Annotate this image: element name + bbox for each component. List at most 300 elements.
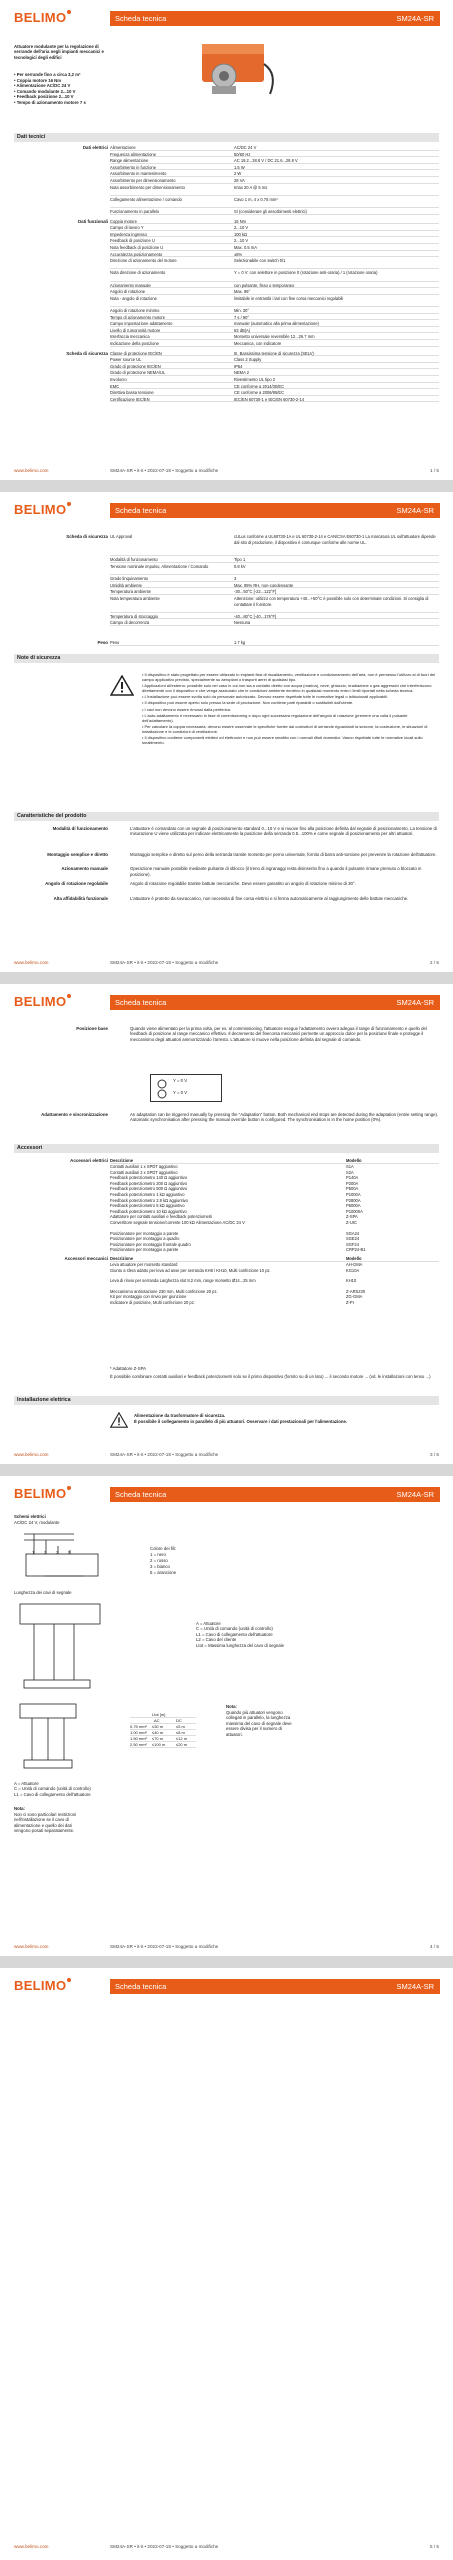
- tech-row: [110, 296, 439, 307]
- row-key: Classe di protezione IEC/EN: [110, 350, 162, 356]
- row-value: 28 VA: [234, 178, 245, 183]
- belimo-logo: BELIMO: [14, 10, 71, 25]
- acc-row: [110, 1278, 439, 1288]
- row-value: 63 dB(A): [234, 327, 251, 333]
- acc-desc: Feedback potenziometro 140 Ω aggiuntivo: [110, 1175, 188, 1181]
- row-value: cULus conforme a UL60730-1A e UL 60730-2-14 e CAN/CSA E60730-1 La marcatura UL sull'attuatore dipende dal sito di produzione, il dispositivo è comunque conforme alle norme UL.: [234, 534, 436, 545]
- row-key: Impedenza ingresso: [110, 231, 147, 237]
- acc-row: [110, 1214, 439, 1219]
- row-value: Tipo 1: [234, 557, 246, 563]
- tech-row: [110, 238, 439, 244]
- tech-row: [110, 252, 439, 258]
- row-value: 1.5 W: [234, 164, 245, 170]
- doc-title: Scheda tecnica: [115, 14, 167, 23]
- bullet-item: • Alimentazione AC/DC 24 V: [14, 83, 71, 89]
- group-label: Dati elettrici: [82, 145, 108, 150]
- acc-note-marker: * Adattatore Z-SPA: [110, 1366, 146, 1371]
- acc-row: [110, 1289, 439, 1294]
- acc-row: [110, 1236, 439, 1241]
- feature-text: L'attuatore è protetto da sovraccarico, non necessita di fine corsa elettrici e si ferma automaticamente al raggiungimento delle battute meccaniche.: [130, 896, 409, 901]
- row-key: Involucro: [110, 377, 127, 382]
- row-value: IP54: [234, 363, 243, 369]
- row-value: CE conforme a 2014/30/EC: [234, 383, 285, 389]
- acc-desc: Posizionatore per montaggio a parete: [110, 1247, 179, 1253]
- group-label: Dati funzionali: [77, 218, 108, 224]
- wire-color: 2 = rosso: [150, 1558, 168, 1563]
- acc-row: [110, 1262, 439, 1267]
- row-value: Max. 95% RH, non-condensante: [234, 582, 294, 588]
- row-key: Certificazione IEC/EN: [110, 396, 150, 402]
- tech-row: [110, 534, 439, 556]
- acc-desc: Posizionatore per montaggio a quadro: [110, 1236, 180, 1242]
- row-key: Nota assorbimento per dimensionamento: [110, 184, 185, 190]
- wire-1: 1: [32, 1550, 35, 1555]
- acc-row: [110, 1192, 439, 1197]
- bullet-item: • Per serrande fino a circa 3,2 m²: [14, 72, 81, 77]
- tech-row: [110, 328, 439, 334]
- row-key: UL Approval: [110, 534, 133, 539]
- page-1: [0, 0, 453, 480]
- row-key: Campo impostazione adattamento: [110, 321, 173, 327]
- acc-model: SGA24: [346, 1230, 360, 1236]
- acc-header: [110, 1158, 439, 1164]
- tech-row: [110, 232, 439, 238]
- row-value: Imax 20 A @ 5 ms: [234, 184, 268, 190]
- acc-row: [110, 1300, 439, 1305]
- tech-row: [110, 576, 439, 582]
- tech-row: [110, 377, 439, 383]
- cable-section: 2.50 mm²: [130, 1742, 147, 1747]
- tech-row: [110, 341, 439, 347]
- row-value: AC/DC 24 V: [234, 145, 257, 150]
- row-key: Tensione nominale impulso, Alimentazione / Comando: [110, 564, 209, 569]
- cable-section: 0.75 mm²: [130, 1724, 147, 1729]
- page-2: [0, 492, 453, 972]
- row-key: Grado di protezione NEMA/UL: [110, 370, 166, 376]
- acc-desc: Posizionatore per montaggio a parete: [110, 1230, 179, 1236]
- tech-row: [110, 620, 439, 626]
- acc-model: CRP24-B1: [346, 1247, 366, 1253]
- wire-color: 3 = bianco: [150, 1564, 170, 1569]
- acc-desc: Contatti ausiliari 1 x SPDT aggiuntivo: [110, 1164, 178, 1169]
- title-bar: Scheda tecnica SM24A-SR: [110, 995, 440, 1010]
- tech-row: [110, 321, 439, 327]
- section-installation: Installazione elettrica: [14, 1396, 439, 1405]
- acc-row: [110, 1164, 439, 1169]
- acc-model: Z-ARS230: [346, 1288, 366, 1294]
- footer-url[interactable]: www.belimo.com: [14, 468, 49, 473]
- acc-group-label: Accessori elettrici: [70, 1158, 108, 1163]
- row-key: Campo di lavoro Y: [110, 225, 144, 231]
- safety-item: • I cavi non devono essere rimossi dalla periferica.: [142, 706, 231, 712]
- row-value: 2...10 V: [234, 238, 249, 244]
- feature-label: Alta affidabilità funzionale: [53, 896, 108, 901]
- tech-row: [110, 283, 439, 289]
- acc-row: [110, 1294, 439, 1299]
- row-value: Sì (considerare gli assorbimenti elettrici): [234, 209, 307, 214]
- acc-model: SGF24: [346, 1241, 359, 1247]
- acc-row: [110, 1268, 439, 1278]
- cable-diagram-2: [14, 1700, 124, 1770]
- row-value: 3: [234, 576, 237, 582]
- row-value: Nessuna: [234, 620, 251, 626]
- wire-5: 5: [68, 1550, 71, 1555]
- acc-model: Z-SPA: [346, 1214, 358, 1220]
- feature-label: Montaggio semplice e diretto: [47, 851, 108, 857]
- row-key: Funzionamento in parallelo: [110, 209, 160, 214]
- wire-colors-title: Colore dei fili:: [150, 1546, 177, 1551]
- group-label: Scheda di sicurezza: [66, 350, 108, 356]
- feature-text: Operazione manuale possibile mediante pulsante di sblocco (il treno di ingranaggi resta disinserito fino a quando il pulsante rimane premuto o bloccato in posizione).: [130, 866, 422, 877]
- row-key: Nota - angolo di rotazione: [110, 295, 157, 301]
- row-value: Class 2 Supply: [234, 357, 262, 363]
- row-key: Grado di protezione IEC/EN: [110, 363, 161, 369]
- safety-item: • Il dispositivo contiene componenti elettrici ed elettronici e non può essere smaltito con i normali rifiuti domestici. Vanno rispettate tutte le normative locali sullo smaltimento.: [142, 735, 423, 746]
- row-value: 7 s / 90°: [234, 314, 250, 320]
- acc-model: KG10A: [346, 1267, 360, 1273]
- doc-model: SM24A-SR: [396, 14, 434, 23]
- cable-ac: ≤70 m: [152, 1736, 164, 1741]
- tech-row: [110, 351, 439, 357]
- acc-desc: Feedback potenziometro 500 Ω aggiuntivo: [110, 1186, 188, 1192]
- acc-model: ZG-GMA: [346, 1294, 363, 1300]
- row-key: Feedback di posizione U: [110, 238, 155, 244]
- tech-row: [110, 219, 439, 225]
- acc-desc: Feedback potenziometro 1 kΩ aggiuntivo: [110, 1192, 185, 1197]
- row-value: Min. 30°: [234, 308, 250, 313]
- section-accessories: Accessori: [14, 1144, 439, 1153]
- feature-label: Modalità di funzionamento: [52, 826, 108, 831]
- row-key: Direttiva bassa tensione: [110, 390, 154, 396]
- note2-text: Non ci sono particolari restrizioni nell'installazione se il cavo di alimentazione e quello dei dati vengono posati separatamente.: [14, 1812, 77, 1834]
- acc-row: [110, 1231, 439, 1236]
- tech-row: [110, 225, 439, 231]
- cable-dc: ≤5 m: [176, 1724, 185, 1729]
- cable-section: 1.50 mm²: [130, 1736, 147, 1741]
- tech-row: [110, 589, 439, 595]
- acc-model: AH-GMA: [346, 1262, 363, 1267]
- tech-row: [110, 308, 439, 314]
- acc-group-label: Accessori meccanici: [64, 1256, 108, 1261]
- bullet-item: • Coppia motore 16 Nm: [14, 77, 62, 83]
- wire-color: 1 = nero: [150, 1552, 166, 1557]
- acc-model: P2800A: [346, 1197, 361, 1203]
- row-key: Frequenza alimentazione: [110, 151, 156, 157]
- row-value: Max. 0.5 mA: [234, 245, 257, 250]
- tech-row: [110, 557, 439, 563]
- safety-item: • Il dispositivo può essere aperto solo presso la sede di produzione. Non contiene parti riparabili o sostituibili dall'utente.: [142, 700, 354, 706]
- row-value: manuale (automatico alla prima alimentazione): [234, 321, 319, 327]
- row-value: limitabile in entrambi i lati con fine corsa meccanici regolabili: [234, 295, 344, 301]
- tech-row: [110, 357, 439, 363]
- row-key: Power source UL: [110, 357, 142, 363]
- tech-row: [110, 390, 439, 396]
- row-value: III, Bassissima tensione di sicurezza (SELV): [234, 350, 314, 356]
- safety-item: • L'installazione può essere svolta solo da personale autorizzato. Devono essere rispettate tutte le normative legali o istituzionali applicabili.: [142, 694, 389, 700]
- title-bar: Scheda tecnica SM24A-SR: [110, 1979, 440, 1994]
- acc-desc: Convertitore segnale tensione/corrente 100 kΩ Alimentazione AC/DC 24 V: [110, 1220, 245, 1225]
- row-value: NEMA 2: [234, 370, 250, 376]
- row-key: Direzione di azionamento del motore: [110, 258, 177, 264]
- page-footer: www.belimo.com SM24A-SR • it-it • 2022-07-18 • Soggetto a modifiche 4 / 5: [14, 1944, 439, 1949]
- acc-head-model: Modello: [346, 1158, 362, 1163]
- acc-desc: Feedback potenziometro 10 kΩ aggiuntivo: [110, 1208, 187, 1214]
- acc-row: [110, 1247, 439, 1252]
- acc-head-model: Modello: [346, 1256, 362, 1261]
- row-value: Rivestimento UL tipo 2: [234, 377, 276, 382]
- cable-ac: ≤40 m: [152, 1730, 164, 1735]
- safety-item: • L'auto-adattamento è necessario in fase di commissioning e dopo ogni successiva regolazione dell'angolo di rotazione (premere una volta il pulsante dell'adattamento).: [142, 712, 408, 723]
- page-number: 1 / 5: [430, 468, 439, 473]
- install-warning-title: Alimentazione da trasformatore di sicurezza.: [134, 1413, 226, 1418]
- cable-ac: ≤30 m: [152, 1724, 164, 1729]
- cable-ac: ≤100 m: [152, 1742, 166, 1747]
- acc-desc: Meccanismo antirotazione 230 mm, Multi confezione 20 pz.: [110, 1288, 218, 1294]
- cable-dc: ≤8 m: [176, 1730, 185, 1735]
- tech-row: [110, 270, 439, 281]
- row-key: Assorbimento per dimensionamento: [110, 178, 176, 183]
- row-value: Y = 0 V: con selettore in posizione 0 (rotazione anti-oraria) / 1 (rotazione oraria): [234, 270, 378, 276]
- tech-row: [110, 364, 439, 370]
- belimo-logo: BELIMO: [14, 502, 71, 517]
- acc-row: [110, 1170, 439, 1175]
- row-value: 100 kΩ: [234, 231, 248, 237]
- acc-model: Z-UIC: [346, 1220, 357, 1225]
- acc-row: [110, 1175, 439, 1180]
- tech-row: [110, 397, 439, 403]
- base-position-text: Quando viene alimentato per la prima volta, per es. al commissioning, l'attuatore esegue l'adattamento ovvero adegua il range di funzionamento e quello del feedback di posizione al range meccanico effettivo. Il decremento del finecorsa meccanici permette un approccio dolce per la posizione finale e protegge il meccanismo degli attuatori ammortizzando l'arresto. L'attuatore si muove nella posizione definita dal segnale di comando.: [130, 1026, 427, 1042]
- acc-model: P500A: [346, 1186, 359, 1192]
- row-key: Indicazione della posizione: [110, 341, 159, 346]
- row-key: Nota direzione di azionamento: [110, 270, 166, 276]
- tech-row: [110, 197, 439, 208]
- cable-diagram-1: [14, 1600, 154, 1690]
- row-value: Attenzione: utilizzo con temperatura +40...+50°C è possibile solo con determinate condizioni. Si consiglia di contattare il fornitore.: [234, 596, 429, 607]
- row-key: Umidità ambiente: [110, 582, 142, 588]
- row-key: Accuratezza posizionamento: [110, 251, 163, 257]
- tech-row: [110, 583, 439, 589]
- row-key: Nota feedback di posizione U: [110, 245, 164, 250]
- acc-head-desc: Descrizione: [110, 1256, 133, 1261]
- section-safety: Note di sicurezza: [14, 654, 439, 663]
- warning-icon: [110, 1412, 128, 1428]
- row-key: Temperatura di stoccaggio: [110, 613, 159, 619]
- row-value: 50/60 Hz: [234, 151, 251, 157]
- install-warning-text: È possibile il collegamento in parallelo di più attuatori. Osservare i dati prestazionali per l'alimentazione.: [134, 1419, 348, 1424]
- page-header: [14, 502, 439, 520]
- acc-row: [110, 1181, 439, 1186]
- intro-description: Attuatore modulante per la regolazione di serrande dell'aria negli impianti meccanici e tecnologici degli edifici: [14, 44, 104, 60]
- page-5: [0, 1968, 453, 2560]
- belimo-logo: BELIMO: [14, 994, 71, 1009]
- acc-note: È possibile combinare contatti ausiliari e feedback potenziometri solo se il primo dispositivo (fornito su di un lato) ... il secondo motore ... (vd. le installazioni con tenso ...): [110, 1374, 431, 1379]
- tech-row: [110, 334, 439, 340]
- tech-row: [110, 564, 439, 575]
- feature-label: Azionamento manuale: [61, 866, 108, 872]
- page-footer: [14, 468, 439, 476]
- acc-desc: Contatti ausiliari 2 x SPDT aggiuntivo: [110, 1169, 178, 1175]
- row-value: CE conforme a 2006/95/EC: [234, 390, 285, 396]
- bullet-item: • Comando modulante 2...10 V: [14, 88, 76, 94]
- group-label: Scheda di sicurezza: [66, 534, 108, 539]
- belimo-logo: BELIMO: [14, 1486, 71, 1501]
- row-key: Assorbimento in mantenimento: [110, 171, 167, 177]
- safety-item: • Il dispositivo è stato progettato per essere utilizzato in impianti fissi di riscaldamento, ventilazione e condizionamento dell'aria, non è permesso l'utilizzo al di fuori del campo applicativo previsto, specialmente su aeroplani o trasporti aerei di qualsiasi tipo.: [142, 672, 436, 683]
- acc-desc: Feedback potenziometro 200 Ω aggiuntivo: [110, 1180, 188, 1186]
- row-value: 2...10 V: [234, 225, 249, 231]
- tech-row: [110, 596, 439, 613]
- acc-head-desc: Descrizione: [110, 1158, 133, 1163]
- acc-model: P1000A: [346, 1192, 361, 1197]
- acc-model: S1A: [346, 1164, 354, 1169]
- feature-text: Montaggio semplice e diretto sul perno della serranda tramite morsetto per perno universale, fornito di barra anti-torsione per prevenire la rotazione dell'attuatore.: [130, 851, 437, 857]
- legend-b: A = Attuatore C = Unità di comando (unità di controllo) L1 = Cavo di collegamento dell'attuatore: [14, 1781, 91, 1797]
- tech-row: [110, 145, 439, 151]
- row-value: con pulsante, fisso o temporaneo: [234, 282, 295, 288]
- acc-model: Z-PI: [346, 1300, 354, 1305]
- intro-bullets: [14, 72, 124, 106]
- row-key: Grado linquinamento: [110, 576, 149, 582]
- row-key: Alimentazione: [110, 145, 136, 150]
- wire-color: 5 = arancione: [150, 1570, 177, 1575]
- acc-desc: Adattatore per contatti ausiliari e feedback potenziometri: [110, 1214, 213, 1220]
- row-key: Temperatura ambiente: [110, 589, 151, 595]
- acc-row: [110, 1220, 439, 1230]
- bullet-item: • Feedback posizione 2...10 V: [14, 94, 74, 100]
- actuator-image: [192, 34, 280, 106]
- group-label: Posizione base: [76, 1026, 108, 1031]
- row-value: -30...50°C [-22...122°F]: [234, 589, 277, 595]
- row-value: Selezionabile con switch 0/1: [234, 258, 286, 264]
- row-value: 0.8 kV: [234, 564, 246, 569]
- rotation-icon: [155, 1078, 169, 1100]
- row-value: -40...80°C [-40...176°F]: [234, 613, 277, 619]
- acc-desc: Leva di rinvio per serranda Larghezza slot 8.2 mm, range morsetto Ø14...25 mm: [110, 1278, 256, 1284]
- safety-item: • Applicazioni all'esterno: possibile solo nel caso in cui non sia a contatto diretto con acqua (marina), neve, ghiaccio, irradiazione o gas aggressivi che interferiscono direttamente con il dispositivo e che venga assicurato che le condizioni ambiente rientrino in qualsiasi momento entro i limiti riportati nella scheda tecnica.: [142, 683, 432, 694]
- row-value: Meccanica, con indicatore: [234, 341, 282, 346]
- belimo-logo: BELIMO: [14, 1978, 71, 1993]
- tech-row: [110, 289, 439, 295]
- tech-row: [110, 315, 439, 321]
- footer-meta: SM24A-SR • it-it • 2022-07-18 • Soggetto a modifiche: [110, 468, 219, 473]
- safety-notes: [142, 672, 439, 746]
- row-value: AC 19.2...28.8 V / DC 21.6...28.8 V: [234, 158, 298, 164]
- row-value: Cavo 1 m, 4 x 0.75 mm²: [234, 196, 278, 202]
- tech-row: [110, 209, 439, 215]
- row-key: EMC: [110, 383, 120, 389]
- tech-row: [110, 185, 439, 196]
- acc-desc: Leva attuatore per morsetto standard: [110, 1262, 178, 1267]
- page-header: [14, 10, 439, 28]
- legend-a: A = Attuatore C = Unità di comando (unità di controllo) L1 = Cavo di collegamento dell'attuatore L2 = Cavo del cliente Ltot = Massima lunghezza del cavo di segnale: [196, 1621, 285, 1648]
- schemes-sub: AC/DC 24 V, modulante: [14, 1520, 60, 1525]
- feature-label: Angolo di rotazione regolabile: [45, 881, 108, 887]
- tech-row: [110, 178, 439, 184]
- acc-model: P10000A: [346, 1208, 363, 1214]
- row-key: Tempo di azionamento motore: [110, 314, 166, 320]
- page-header: [14, 994, 439, 1012]
- acc-row: [110, 1242, 439, 1247]
- cable-row: [130, 1742, 196, 1748]
- feature-text: Angolo di rotazione regolabile tramite battute meccaniche. Deve essere garantito un angolo di rotazione minimo di 30°.: [130, 881, 356, 887]
- section-technical: Dati tecnici: [14, 133, 439, 142]
- page-footer: www.belimo.com SM24A-SR • it-it • 2022-07-18 • Soggetto a modifiche 2 / 5: [14, 960, 439, 965]
- acc-model: P140A: [346, 1175, 359, 1181]
- acc-model: KH10: [346, 1278, 357, 1284]
- acc-desc: Giunto a sfera adatto per leva ad asse per serranda KH8 / KH10, Multi confezione 10 pz.: [110, 1267, 271, 1273]
- cable-dc: ≤20 m: [176, 1742, 188, 1747]
- row-key: Interfaccia meccanica: [110, 334, 150, 340]
- page-footer: www.belimo.com SM24A-SR • it-it • 2022-07-18 • Soggetto a modifiche 3 / 5: [14, 1452, 439, 1457]
- acc-model: S2A: [346, 1169, 354, 1175]
- tech-row: [110, 158, 439, 164]
- note-title: Nota:: [226, 1704, 237, 1709]
- acc-row: [110, 1186, 439, 1191]
- bullet-item: • Tempo di azionamento motore 7 s: [14, 99, 86, 105]
- row-value: ±5%: [234, 251, 243, 257]
- weight-row: Peso 1.7 kg: [110, 640, 439, 646]
- title-bar: [110, 11, 440, 26]
- row-key: Livello di rumorosità motore: [110, 327, 161, 333]
- row-value: 2 W: [234, 171, 242, 177]
- group-label: Peso: [97, 640, 108, 645]
- note-text: Quando più attuatori vengono collegati in parallelo, la lunghezza massima del cavo di segnale deve essere divisa per il numero di attuatori.: [226, 1710, 292, 1737]
- wire-2: 2: [44, 1550, 47, 1555]
- cable-length-label: Lunghezza dei cavi di segnale: [14, 1590, 72, 1595]
- section-product: Caratteristiche del prodotto: [14, 812, 439, 821]
- acc-model: P200A: [346, 1180, 359, 1186]
- title-bar: Scheda tecnica SM24A-SR: [110, 503, 440, 518]
- row-key: Campo di decorrenza: [110, 620, 150, 626]
- page-4: [0, 1476, 453, 1956]
- acc-desc: Kit per montaggio con rinvio per giunzione: [110, 1294, 187, 1300]
- row-key: Collegamento alimentazione / comando: [110, 196, 182, 202]
- row-value: IEC/EN 60730-1 e IEC/EN 60730-2-14: [234, 396, 305, 402]
- row-key: Range alimentazione: [110, 158, 149, 164]
- tech-row: [110, 152, 439, 158]
- feature-text: L'attuatore è comandato con un segnale di posizionamento standard 0...10 V e si muove fino alla posizione definita dal segnale di posizionamento. La tensione di misurazione U viene utilizzata per indicare elettricamente la posizione della serranda 0.5...100% e come segnale di posizionamento per altri attuatori.: [130, 826, 437, 837]
- wiring-diagram: [14, 1528, 134, 1588]
- row-key: Nota temperatura ambiente: [110, 596, 160, 601]
- row-key: Assorbimento in funzione: [110, 164, 156, 170]
- signal-diagram: Y = 0 V Y = 0 V: [150, 1074, 222, 1102]
- tech-row: [110, 245, 439, 251]
- wire-3: 3: [56, 1550, 59, 1555]
- row-key: Angolo di rotazione: [110, 289, 146, 295]
- acc-model: P5000A: [346, 1203, 361, 1209]
- adaptation-text: An adaptation can be triggered manually by pressing the "Adaptation" button. Both mechanical end stops are detected during the adaptation (entire setting range). Automatic synchronisation after pressing the manual override button is configured. The synchronisation is in the home position (0%).: [130, 1112, 439, 1123]
- safety-item: • Per calcolare la coppia necessaria, devono essere osservate le specifiche fornite dai costruttori di serrande riguardanti la sezione, la costruzione, le situazioni di installazione e le condizioni di ventilazione.: [142, 723, 428, 734]
- acc-header: [110, 1256, 439, 1262]
- tech-row: [110, 258, 439, 269]
- title-bar: Scheda tecnica SM24A-SR: [110, 1487, 440, 1502]
- row-value: Max. 95°: [234, 289, 251, 295]
- acc-row: [110, 1203, 439, 1208]
- acc-model: SGE24: [346, 1236, 360, 1242]
- tech-row: [110, 165, 439, 171]
- group-label: Adattamento e sincronizzazione: [41, 1112, 108, 1117]
- tech-row: [110, 384, 439, 390]
- row-key: Azionamento manuale: [110, 282, 151, 288]
- schemes-label: Schemi elettrici: [14, 1514, 46, 1519]
- row-key: Modalità di funzionamento: [110, 557, 158, 563]
- cable-section: 1.00 mm²: [130, 1730, 147, 1735]
- acc-row: [110, 1209, 439, 1214]
- cable-dc: ≤12 m: [176, 1736, 188, 1741]
- acc-desc: Indicatore di posizione, Multi confezione 20 pz.: [110, 1300, 195, 1305]
- acc-desc: Feedback potenziometro 5 kΩ aggiuntivo: [110, 1203, 185, 1209]
- page-footer: www.belimo.com SM24A-SR • it-it • 2022-07-18 • Soggetto a modifiche 5 / 5: [14, 2544, 439, 2549]
